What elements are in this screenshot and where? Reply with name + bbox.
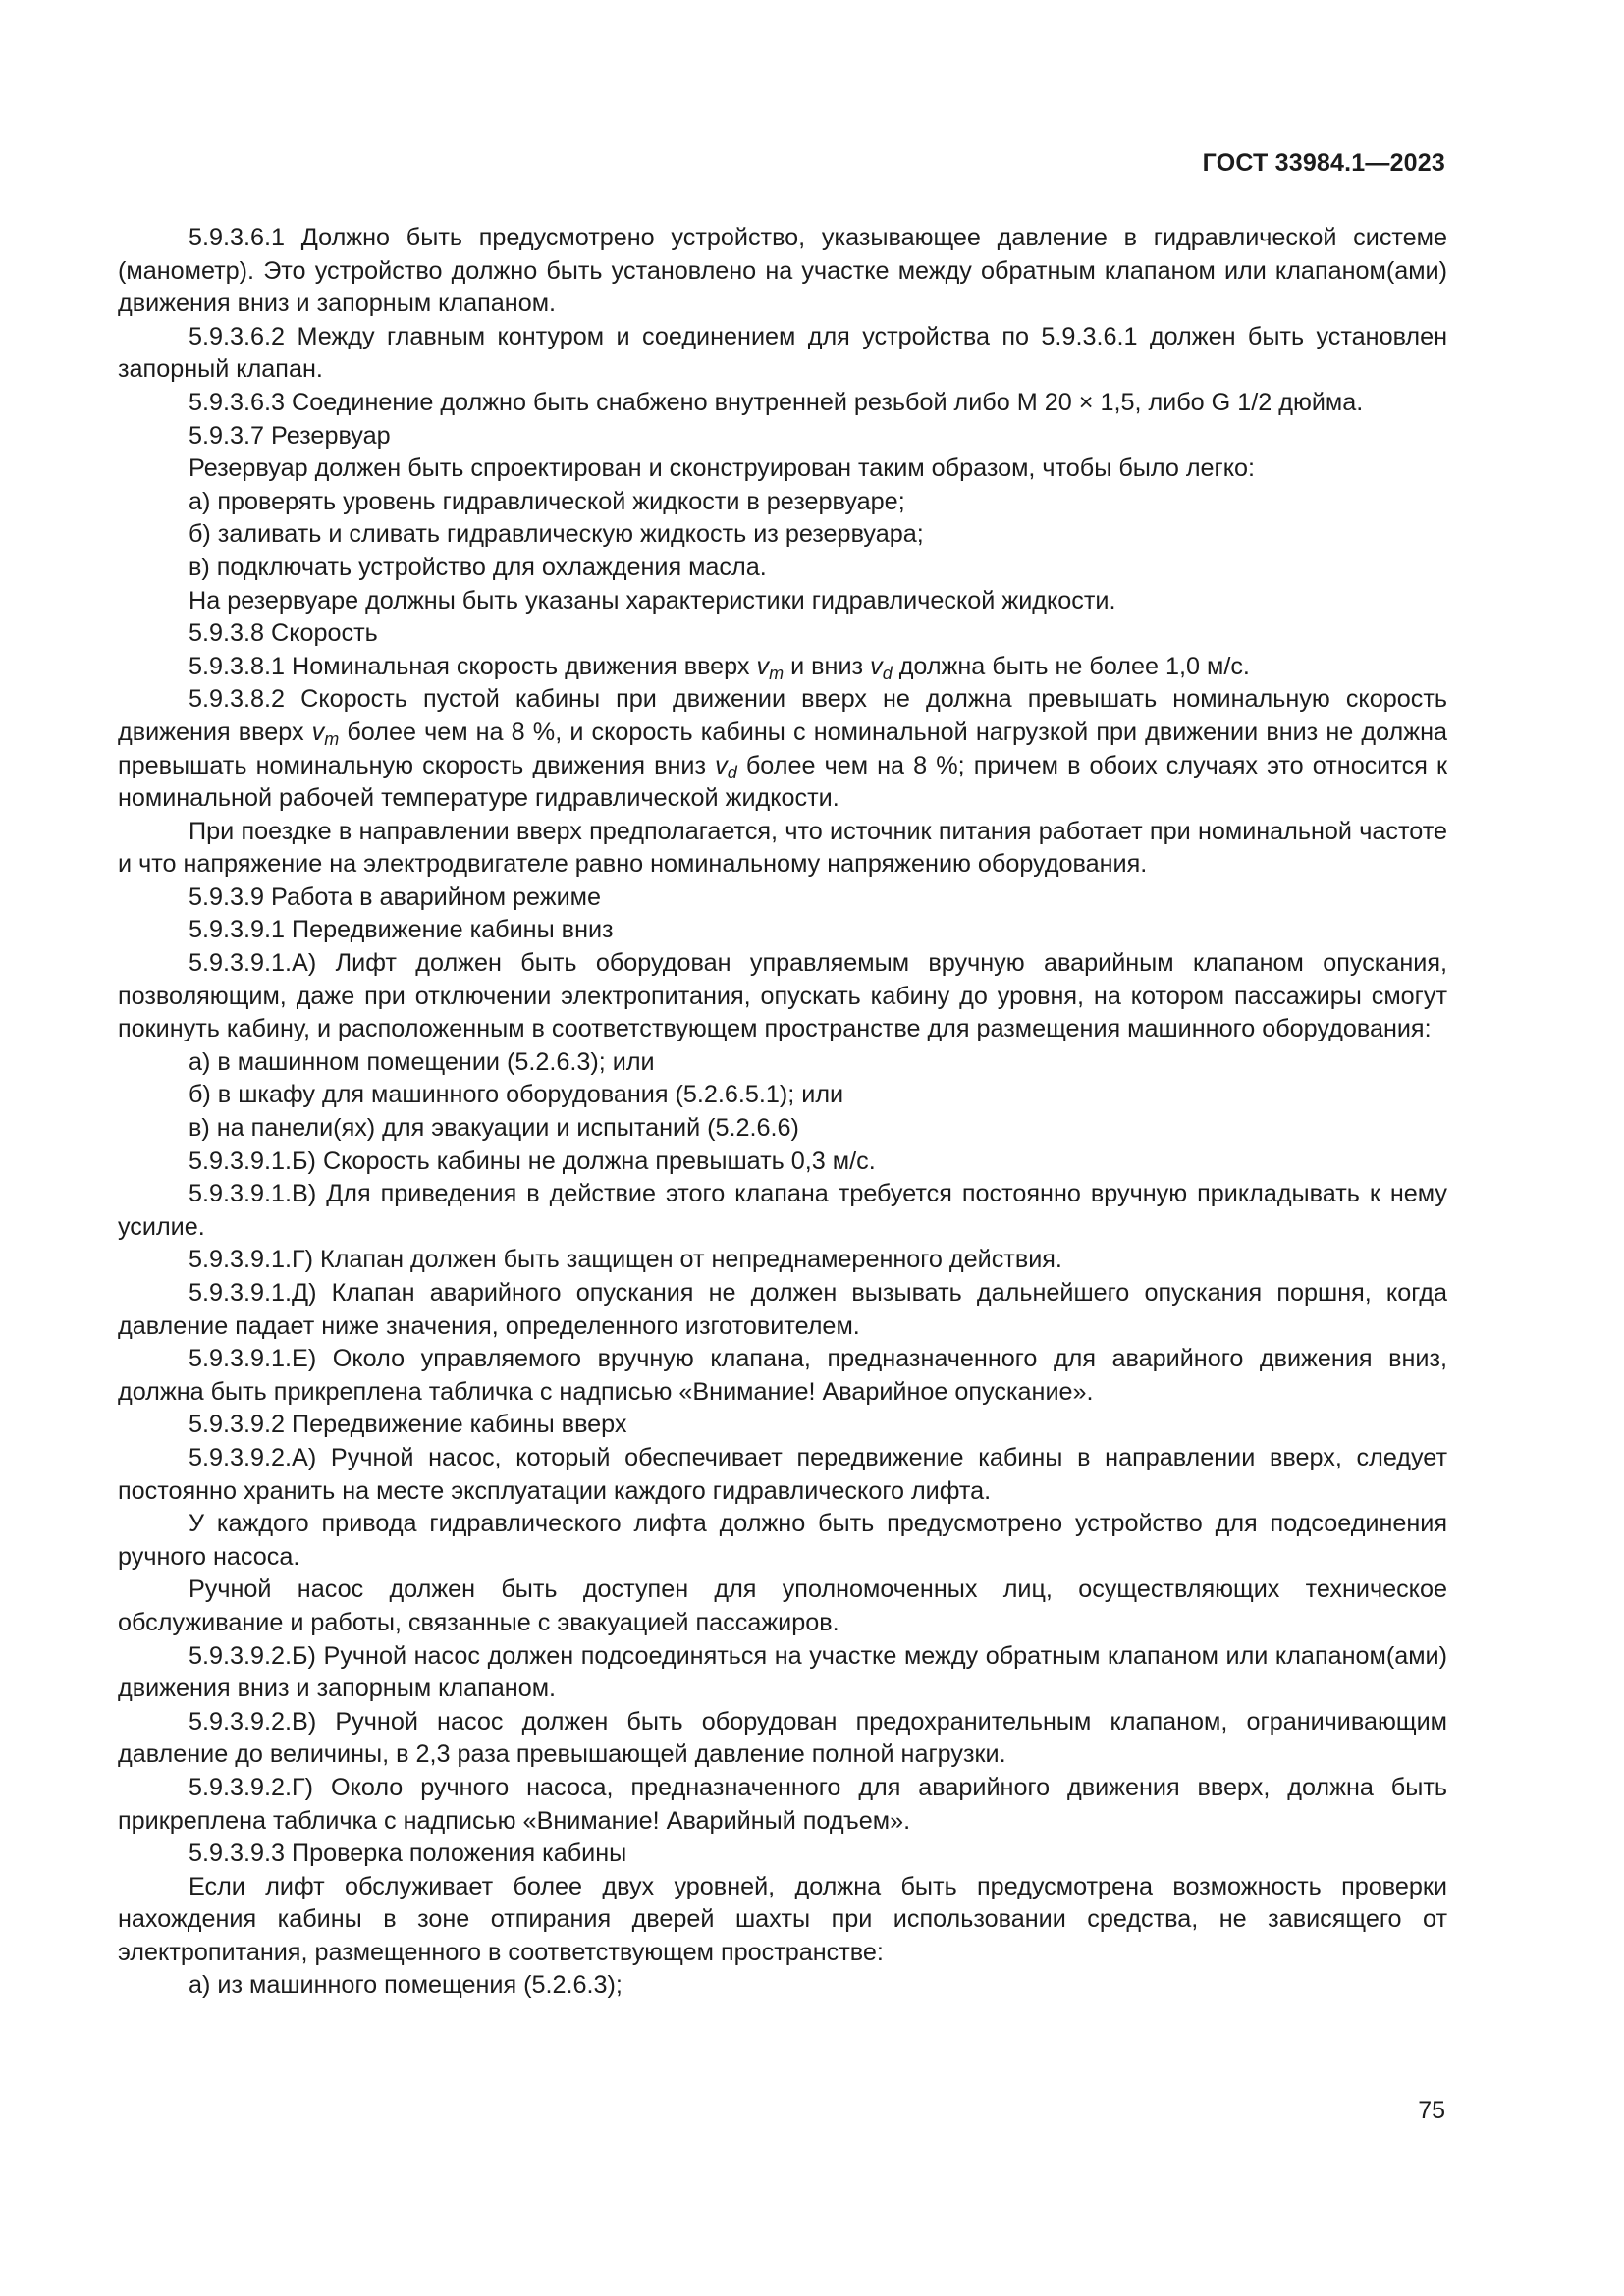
paragraph: Если лифт обслуживает более двух уровней, должна быть предусмотрена возможность проверки нахождения кабины в зоне отпирания дверей шахты при использовании средства, не зависящего от электропитания, размещенного в соответствующем пространстве: — [118, 1872, 1447, 1966]
paragraph: 5.9.3.9.2.Г) Около ручного насоса, предназначенного для аварийного движения вверх, должна быть прикреплена табличка с надписью «Внимание! Аварийный подъем». — [118, 1773, 1447, 1835]
paragraph: 5.9.3.9.1.В) Для приведения в действие этого клапана требуется постоянно вручную прикладывать к нему усилие. — [118, 1180, 1447, 1241]
velocity-subscript: d — [727, 762, 737, 782]
page-number: 75 — [1418, 2097, 1445, 2124]
text-run: и вниз — [784, 652, 871, 680]
velocity-symbol: $v_m$ — [756, 652, 785, 683]
paragraph: в) на панели(ях) для эвакуации и испытаний (5.2.6.6) — [189, 1114, 799, 1143]
velocity-subscript: d — [882, 663, 893, 683]
velocity-subscript: m — [769, 663, 785, 683]
paragraph: 5.9.3.6.2 Между главным контуром и соединением для устройства по 5.9.3.6.1 должен быть установлен запорный клапан. — [118, 322, 1447, 384]
document-body — [118, 222, 1447, 2002]
velocity-subscript: m — [324, 728, 340, 749]
text-run: 5.9.3.8.2 Скорость пустой кабины при движении вверх не должна превышать номинальную скорость движения вверх — [118, 685, 1447, 746]
paragraph: На резервуаре должны быть указаны характеристики гидравлической жидкости. — [189, 586, 1116, 614]
document-standard-id: ГОСТ 33984.1—2023 — [1202, 149, 1445, 177]
velocity-symbol: $v_m$ — [311, 718, 340, 749]
paragraph: а) из машинного помещения (5.2.6.3); — [189, 1971, 623, 2000]
paragraph: 5.9.3.9.1 Передвижение кабины вниз — [189, 916, 614, 944]
paragraph: Резервуар должен быть спроектирован и сконструирован таким образом, чтобы было легко: — [189, 454, 1256, 483]
velocity-symbol: $v_d$ — [870, 652, 893, 683]
paragraph: 5.9.3.9.1.Г) Клапан должен быть защищен от непреднамеренного действия. — [189, 1246, 1062, 1274]
paragraph — [118, 683, 1447, 815]
paragraph: а) в машинном помещении (5.2.6.3); или — [189, 1047, 655, 1076]
paragraph: Ручной насос должен быть доступен для уполномоченных лиц, осуществляющих техническое обслуживание и работы, связанные с эвакуацией пассажиров. — [118, 1575, 1447, 1636]
paragraph: б) в шкафу для машинного оборудования (5.2.6.5.1); или — [189, 1081, 844, 1109]
text-run: более чем на 8 %; причем в обоих случаях это относится к номинальной рабочей температуре гидравлической жидкости. — [118, 751, 1447, 813]
paragraph: б) заливать и сливать гидравлическую жидкость из резервуара; — [189, 520, 924, 549]
paragraph: 5.9.3.6.1 Должно быть предусмотрено устройство, указывающее давление в гидравлической системе (манометр). Это устройство должно быть установлено на участке между обратным клапаном или клапаном(ами) движения вниз и запорным клапаном. — [118, 224, 1447, 318]
paragraph: 5.9.3.9.3 Проверка положения кабины — [189, 1840, 627, 1868]
paragraph: 5.9.3.9.2.В) Ручной насос должен быть оборудован предохранительным клапаном, ограничивающим давление до величины, в 2,3 раза превышающей давление полной нагрузки. — [118, 1707, 1447, 1769]
paragraph: 5.9.3.7 Резервуар — [189, 421, 391, 450]
text-run: должна быть не более 1,0 м/с. — [892, 652, 1250, 680]
paragraph: в) подключать устройство для охлаждения масла. — [189, 553, 767, 581]
paragraph: У каждого привода гидравлического лифта должно быть предусмотрено устройство для подсоединения ручного насоса. — [118, 1510, 1447, 1571]
paragraph: 5.9.3.9.1.Д) Клапан аварийного опускания не должен вызывать дальнейшего опускания поршня, когда давление падает ниже значения, определенного изготовителем. — [118, 1279, 1447, 1340]
paragraph: а) проверять уровень гидравлической жидкости в резервуаре; — [189, 487, 905, 515]
text-run: 5.9.3.8.1 Номинальная скорость движения вверх — [189, 652, 757, 680]
paragraph: 5.9.3.9.1.А) Лифт должен быть оборудован управляемым вручную аварийным клапаном опускания, позволяющим, даже при отключении электропитания, опускать кабину до уровня, на котором пассажиры смогут покинуть кабину, и расположенным в соответствующем пространстве для размещения машинного оборудования: — [118, 949, 1447, 1043]
paragraph: 5.9.3.9.1.Б) Скорость кабины не должна превышать 0,3 м/с. — [189, 1147, 876, 1175]
paragraph: 5.9.3.9.2 Передвижение кабины вверх — [189, 1411, 627, 1439]
paragraph: При поездке в направлении вверх предполагается, что источник питания работает при номинальной частоте и что напряжение на электродвигателе равно номинальному напряжению оборудования. — [118, 817, 1447, 879]
velocity-symbol: $v_d$ — [715, 751, 737, 782]
paragraph: 5.9.3.6.3 Соединение должно быть снабжено внутренней резьбой либо М 20 × 1,5, либо G 1/2 дюйма. — [189, 388, 1364, 416]
text-run: более чем на 8 %, и скорость кабины с номинальной нагрузкой при движении вниз не должна превышать номинальную скорость движения вниз — [118, 718, 1447, 779]
paragraph: 5.9.3.9.2.Б) Ручной насос должен подсоединяться на участке между обратным клапаном или клапаном(ами) движения вниз и запорным клапаном. — [118, 1641, 1447, 1703]
paragraph: 5.9.3.9.1.Е) Около управляемого вручную клапана, предназначенного для аварийного движения вниз, должна быть прикреплена табличка с надписью «Внимание! Аварийное опускание». — [118, 1345, 1447, 1406]
paragraph: 5.9.3.9 Работа в аварийном режиме — [189, 882, 601, 911]
paragraph: 5.9.3.9.2.А) Ручной насос, который обеспечивает передвижение кабины в направлении вверх, следует постоянно хранить на месте эксплуатации каждого гидравлического лифта. — [118, 1443, 1447, 1505]
paragraph — [118, 651, 1447, 684]
paragraph: 5.9.3.8 Скорость — [189, 619, 378, 648]
